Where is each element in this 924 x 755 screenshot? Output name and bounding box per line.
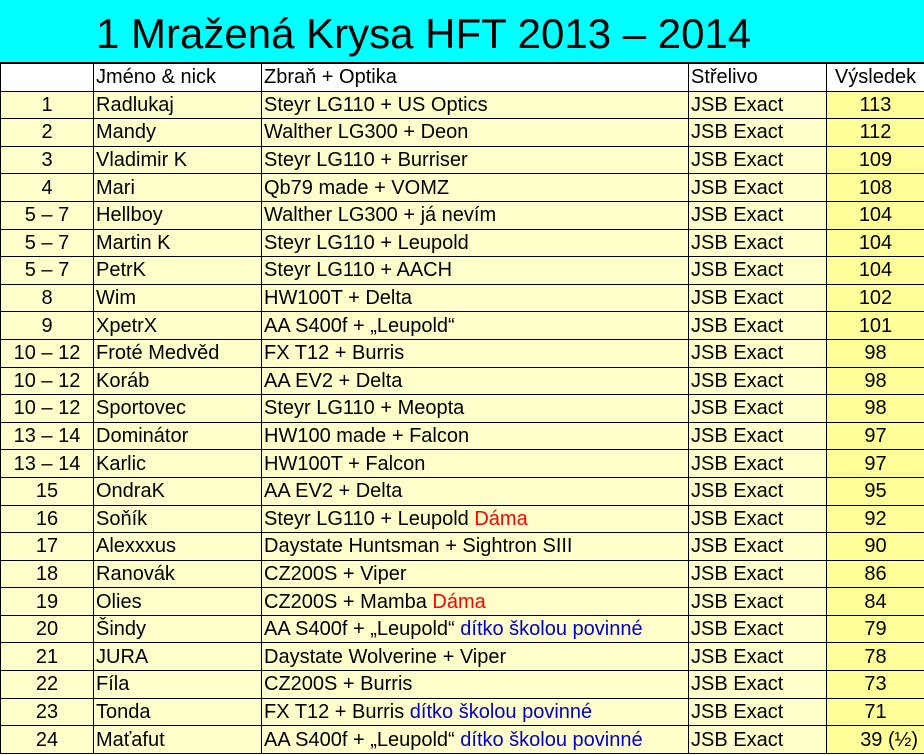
table-row — [1, 229, 924, 257]
gun-text: FX T12 + Burris — [264, 342, 405, 365]
gun-text: CZ200S + Mamba — [264, 590, 427, 613]
note-text: Dáma — [432, 590, 486, 613]
cell-ammo: JSB Exact — [689, 367, 827, 395]
gun-text: Steyr LG110 + Leupold — [264, 231, 469, 254]
cell-gun — [262, 339, 689, 367]
cell-name: Dominátor — [94, 422, 262, 450]
gun-text: Steyr LG110 + Meopta — [264, 397, 465, 420]
cell-gun — [262, 533, 689, 561]
cell-ammo: JSB Exact — [689, 477, 827, 505]
cell-place: 10 – 12 — [1, 395, 94, 423]
cell-result: 98 — [827, 367, 924, 395]
cell-gun — [262, 588, 689, 616]
cell-name: Šindy — [94, 615, 262, 643]
note-text: dítko školou povinné — [409, 700, 593, 723]
cell-name: Karlic — [94, 450, 262, 478]
note-text: dítko školou povinné — [460, 618, 643, 641]
gun-text: Qb79 made + VOMZ — [264, 176, 450, 199]
cell-ammo: JSB Exact — [689, 229, 827, 257]
gun-text: Steyr LG110 + Burriser — [264, 149, 468, 172]
cell-result: 102 — [827, 284, 924, 312]
cell-ammo: JSB Exact — [689, 450, 827, 478]
cell-name: Fíla — [94, 671, 262, 699]
gun-text: Daystate Wolverine + Viper — [264, 645, 507, 668]
cell-gun — [262, 560, 689, 588]
cell-result: 39 (½) — [827, 726, 924, 754]
cell-name: Alexxxus — [94, 533, 262, 561]
cell-ammo: JSB Exact — [689, 146, 827, 174]
table-header-row — [1, 64, 924, 92]
cell-gun — [262, 671, 689, 699]
cell-gun — [262, 229, 689, 257]
gun-text: Daystate Huntsman + Sightron SIII — [264, 535, 573, 558]
cell-result: 112 — [827, 119, 924, 147]
cell-gun — [262, 201, 689, 229]
table-row — [1, 284, 924, 312]
cell-gun — [262, 367, 689, 395]
gun-text: HW100T + Delta — [264, 287, 413, 310]
cell-place: 8 — [1, 284, 94, 312]
table-row — [1, 698, 924, 726]
cell-ammo: JSB Exact — [689, 312, 827, 340]
cell-ammo: JSB Exact — [689, 533, 827, 561]
cell-name: Radlukaj — [94, 91, 262, 119]
cell-name: Koráb — [94, 367, 262, 395]
cell-result: 84 — [827, 588, 924, 616]
cell-place: 13 – 14 — [1, 422, 94, 450]
cell-ammo: JSB Exact — [689, 91, 827, 119]
cell-result: 71 — [827, 698, 924, 726]
cell-place: 18 — [1, 560, 94, 588]
cell-place: 15 — [1, 477, 94, 505]
table-row — [1, 119, 924, 147]
table-row — [1, 146, 924, 174]
table-row — [1, 671, 924, 699]
cell-name: Ranovák — [94, 560, 262, 588]
gun-text: AA EV2 + Delta — [264, 369, 403, 392]
table-row — [1, 477, 924, 505]
cell-result: 98 — [827, 339, 924, 367]
cell-name: Soňík — [94, 505, 262, 533]
table-row — [1, 588, 924, 616]
gun-text: Steyr LG110 + US Optics — [264, 93, 488, 116]
cell-place: 19 — [1, 588, 94, 616]
cell-result: 97 — [827, 422, 924, 450]
cell-gun — [262, 91, 689, 119]
gun-text: Steyr LG110 + Leupold — [264, 507, 469, 530]
cell-ammo: JSB Exact — [689, 643, 827, 671]
gun-text: Steyr LG110 + AACH — [264, 259, 453, 282]
cell-place: 3 — [1, 146, 94, 174]
cell-name: Olies — [94, 588, 262, 616]
cell-name: Mari — [94, 174, 262, 202]
cell-result: 104 — [827, 201, 924, 229]
cell-name: JURA — [94, 643, 262, 671]
cell-name: Tonda — [94, 698, 262, 726]
cell-result: 101 — [827, 312, 924, 340]
table-row — [1, 174, 924, 202]
gun-text: AA S400f + „Leupold“ — [264, 314, 455, 337]
gun-text: CZ200S + Viper — [264, 562, 407, 585]
cell-ammo: JSB Exact — [689, 174, 827, 202]
cell-place: 13 – 14 — [1, 450, 94, 478]
table-row — [1, 450, 924, 478]
note-text: Dáma — [474, 507, 528, 530]
cell-place: 4 — [1, 174, 94, 202]
cell-gun — [262, 726, 689, 754]
cell-ammo: JSB Exact — [689, 726, 827, 754]
results-body — [1, 91, 924, 753]
table-row — [1, 312, 924, 340]
cell-place: 20 — [1, 615, 94, 643]
table-row — [1, 339, 924, 367]
cell-name: OndraK — [94, 477, 262, 505]
column-header-place — [1, 64, 94, 92]
cell-place: 1 — [1, 91, 94, 119]
cell-ammo: JSB Exact — [689, 422, 827, 450]
cell-ammo: JSB Exact — [689, 395, 827, 423]
cell-ammo: JSB Exact — [689, 201, 827, 229]
cell-gun — [262, 505, 689, 533]
cell-name: Wim — [94, 284, 262, 312]
cell-ammo: JSB Exact — [689, 698, 827, 726]
cell-result: 95 — [827, 477, 924, 505]
cell-gun — [262, 174, 689, 202]
table-row — [1, 422, 924, 450]
table-row — [1, 643, 924, 671]
table-row — [1, 615, 924, 643]
gun-text: AA S400f + „Leupold“ — [264, 728, 455, 751]
cell-ammo: JSB Exact — [689, 671, 827, 699]
gun-text: Walther LG300 + já nevím — [264, 204, 497, 227]
table-row — [1, 533, 924, 561]
cell-name: Mandy — [94, 119, 262, 147]
cell-gun — [262, 312, 689, 340]
cell-gun — [262, 698, 689, 726]
gun-text: CZ200S + Burris — [264, 673, 413, 696]
cell-name: Froté Medvěd — [94, 339, 262, 367]
cell-place: 22 — [1, 671, 94, 699]
cell-result: 97 — [827, 450, 924, 478]
cell-result: 78 — [827, 643, 924, 671]
cell-place: 24 — [1, 726, 94, 754]
page-title: 1 Mražená Krysa HFT 2013 – 2014 — [96, 10, 752, 57]
cell-gun — [262, 395, 689, 423]
cell-result: 98 — [827, 395, 924, 423]
cell-ammo: JSB Exact — [689, 560, 827, 588]
cell-name: Vladimir K — [94, 146, 262, 174]
cell-result: 79 — [827, 615, 924, 643]
table-row — [1, 91, 924, 119]
cell-gun — [262, 615, 689, 643]
cell-result: 73 — [827, 671, 924, 699]
cell-ammo: JSB Exact — [689, 119, 827, 147]
column-header-gun: Zbraň + Optika — [262, 64, 689, 92]
cell-gun — [262, 284, 689, 312]
cell-result: 113 — [827, 91, 924, 119]
cell-name: Martin K — [94, 229, 262, 257]
table-row — [1, 201, 924, 229]
gun-text: Walther LG300 + Deon — [264, 121, 469, 144]
cell-name: Maťafut — [94, 726, 262, 754]
cell-ammo: JSB Exact — [689, 505, 827, 533]
cell-ammo: JSB Exact — [689, 284, 827, 312]
column-header-result: Výsledek — [827, 64, 924, 92]
cell-gun — [262, 643, 689, 671]
cell-place: 10 – 12 — [1, 339, 94, 367]
cell-gun — [262, 146, 689, 174]
cell-result: 92 — [827, 505, 924, 533]
cell-name: PetrK — [94, 257, 262, 285]
cell-gun — [262, 422, 689, 450]
cell-gun — [262, 450, 689, 478]
cell-result: 108 — [827, 174, 924, 202]
cell-name: XpetrX — [94, 312, 262, 340]
cell-ammo: JSB Exact — [689, 257, 827, 285]
cell-place: 23 — [1, 698, 94, 726]
title-bar — [0, 0, 924, 63]
cell-result: 109 — [827, 146, 924, 174]
gun-text: HW100T + Falcon — [264, 452, 426, 475]
cell-result: 104 — [827, 257, 924, 285]
note-text: dítko školou povinné — [460, 728, 643, 751]
table-row — [1, 560, 924, 588]
cell-ammo: JSB Exact — [689, 615, 827, 643]
cell-place: 21 — [1, 643, 94, 671]
cell-place: 5 – 7 — [1, 229, 94, 257]
gun-text: HW100 made + Falcon — [264, 425, 470, 448]
table-row — [1, 726, 924, 754]
gun-text: FX T12 + Burris — [264, 700, 405, 723]
table-row — [1, 505, 924, 533]
cell-gun — [262, 257, 689, 285]
cell-place: 16 — [1, 505, 94, 533]
cell-result: 90 — [827, 533, 924, 561]
cell-place: 17 — [1, 533, 94, 561]
results-table — [0, 63, 924, 754]
table-row — [1, 257, 924, 285]
gun-text: AA EV2 + Delta — [264, 480, 403, 503]
cell-place: 9 — [1, 312, 94, 340]
table-row — [1, 367, 924, 395]
cell-result: 104 — [827, 229, 924, 257]
gun-text: AA S400f + „Leupold“ — [264, 618, 455, 641]
column-header-name: Jméno & nick — [94, 64, 262, 92]
cell-place: 5 – 7 — [1, 257, 94, 285]
cell-gun — [262, 119, 689, 147]
cell-result: 86 — [827, 560, 924, 588]
cell-gun — [262, 477, 689, 505]
column-header-ammo: Střelivo — [689, 64, 827, 92]
cell-place: 10 – 12 — [1, 367, 94, 395]
cell-place: 2 — [1, 119, 94, 147]
cell-name: Sportovec — [94, 395, 262, 423]
cell-ammo: JSB Exact — [689, 588, 827, 616]
cell-place: 5 – 7 — [1, 201, 94, 229]
cell-ammo: JSB Exact — [689, 339, 827, 367]
cell-name: Hellboy — [94, 201, 262, 229]
table-row — [1, 395, 924, 423]
